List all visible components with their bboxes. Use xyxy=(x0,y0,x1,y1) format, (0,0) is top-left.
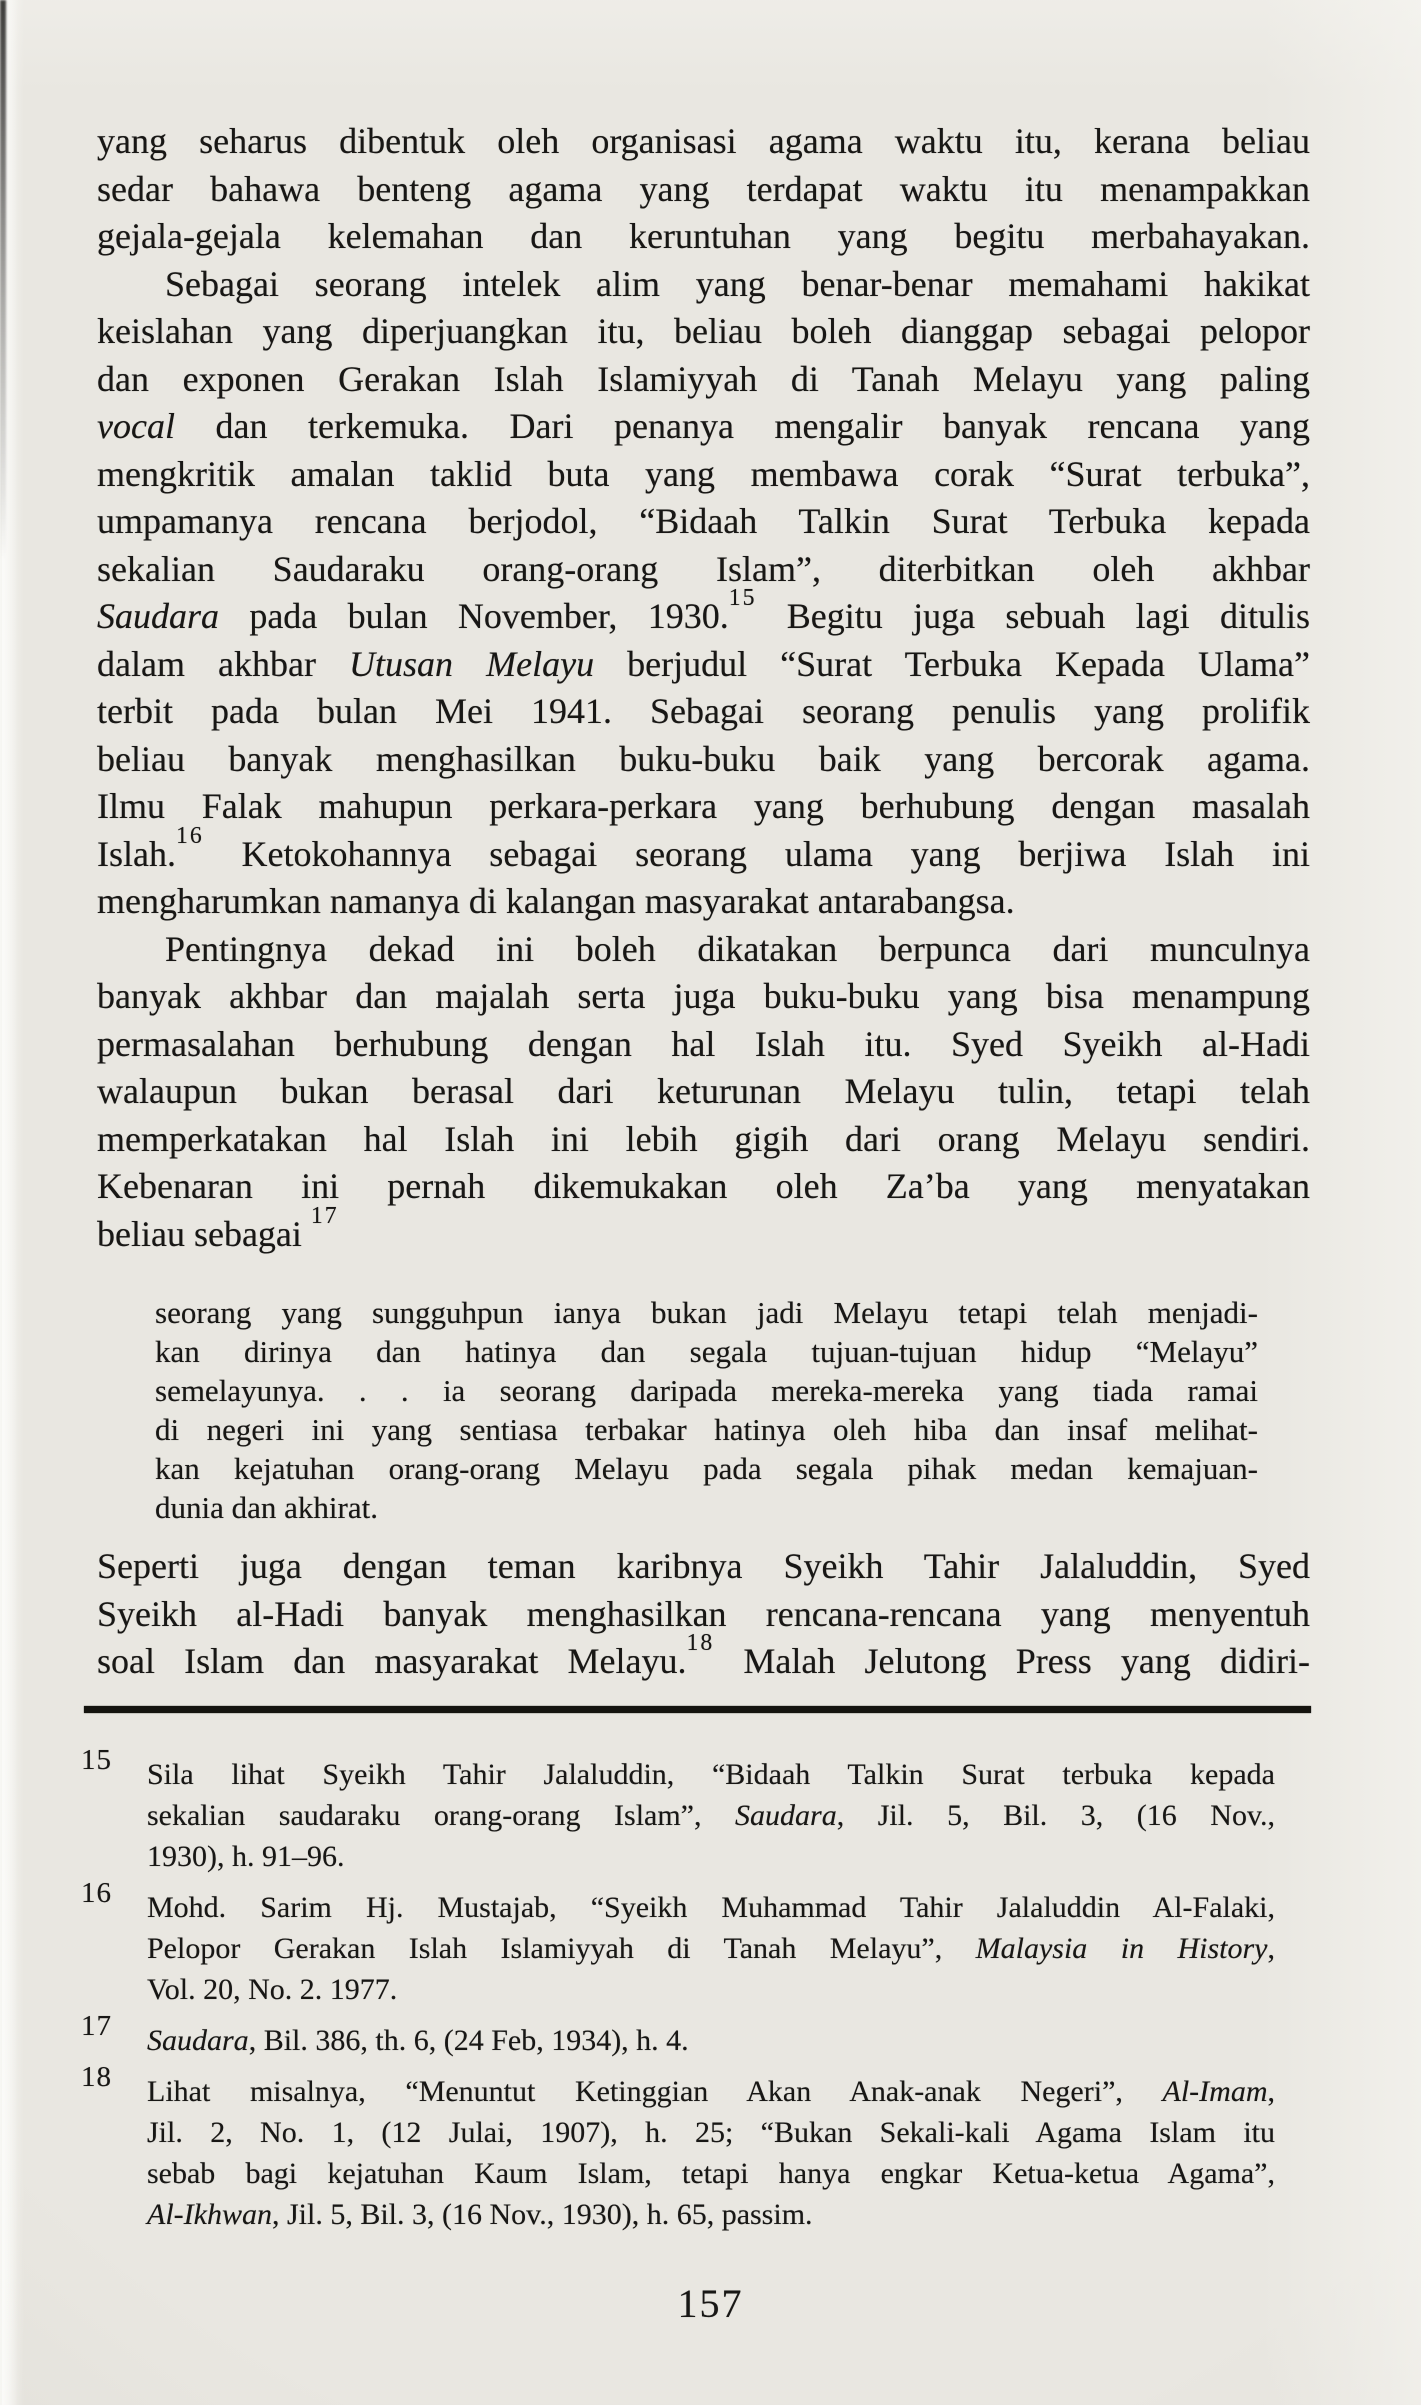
text-line xyxy=(97,213,1310,261)
text-run: dunia dan akhirat. xyxy=(155,1490,378,1525)
emphasis-text: vocal xyxy=(97,406,175,446)
text-run: beliau banyak menghasilkan buku-buku baik yang bercorak agama. xyxy=(97,738,1310,779)
text-line xyxy=(97,736,1310,784)
footnote-line xyxy=(147,1928,1275,1969)
footnote-line xyxy=(147,1969,1275,2010)
footnote-number: 17 xyxy=(81,2010,112,2042)
text-run: Seperti juga dengan teman karibnya Syeikh Tahir Jalaluddin, Syed xyxy=(97,1546,1310,1586)
emphasis-text: Al-Imam xyxy=(1162,2075,1268,2108)
text-run: memperkatakan hal Islah ini lebih gigih dari orang Melayu sendiri. xyxy=(97,1118,1310,1159)
text-run: sedar bahawa benteng agama yang terdapat waktu itu menampakkan xyxy=(97,168,1310,209)
text-line xyxy=(97,585,1310,641)
text-run: Vol. 20, No. 2. 1977. xyxy=(147,1973,398,2006)
footnote xyxy=(81,2010,1275,2061)
footnote-line xyxy=(147,1887,1275,1928)
paragraph xyxy=(97,1543,1310,1686)
footnote-separator-rule xyxy=(84,1706,1311,1713)
text-run: , Jil. 5, Bil. 3, (16 Nov., 1930), h. 65, passim. xyxy=(271,2198,813,2231)
paragraph xyxy=(97,926,1310,1259)
emphasis-text: Al-Ikhwan xyxy=(147,2198,272,2231)
footnote xyxy=(81,1877,1275,2010)
text-run: Ilmu Falak mahupun perkara-perkara yang berhubung dengan masalah xyxy=(97,786,1310,826)
text-run: Mohd. Sarim Hj. Mustajab, “Syeikh Muhammad Tahir Jalaluddin Al-Falaki, xyxy=(147,1891,1275,1924)
text-run: , xyxy=(1267,1932,1275,1965)
text-run: soal Islam dan masyarakat Melayu. xyxy=(97,1641,687,1681)
quote-line xyxy=(155,1449,1258,1488)
footnote-line xyxy=(147,2112,1275,2153)
text-line xyxy=(97,166,1310,214)
emphasis-text: Malaysia in History xyxy=(975,1932,1268,1965)
footnote xyxy=(81,1744,1275,1877)
text-run: semelayunya. . . ia seorang daripada mereka-mereka yang tiada ramai xyxy=(155,1373,1258,1408)
text-run: beliau sebagai xyxy=(97,1213,311,1254)
text-line xyxy=(97,822,1310,879)
footnote-line xyxy=(147,2020,1275,2061)
footnote-ref: 17 xyxy=(310,1202,339,1229)
text-run: kan kejatuhan orang-orang Melayu pada segala pihak medan kemajuan- xyxy=(155,1451,1258,1486)
text-line xyxy=(97,878,1310,926)
text-line xyxy=(97,926,1310,974)
text-run: umpamanya rencana berjodol, “Bidaah Talkin Surat Terbuka kepada xyxy=(97,501,1310,541)
footnote xyxy=(81,2061,1275,2235)
text-line xyxy=(97,688,1310,736)
footnotes xyxy=(81,1744,1275,2245)
text-run: seorang yang sungguhpun ianya bukan jadi Melayu tetapi telah menjadi- xyxy=(155,1295,1258,1330)
block-quote xyxy=(155,1293,1258,1527)
text-run: , Jil. 5, Bil. 3, (16 Nov., xyxy=(836,1799,1275,1832)
text-run: gejala-gejala kelemahan dan keruntuhan yang begitu merbahayakan. xyxy=(97,216,1310,256)
main-text xyxy=(97,118,1310,1686)
footnote-line xyxy=(147,2153,1275,2194)
text-line xyxy=(97,261,1310,309)
footnote-number: 15 xyxy=(81,1744,112,1776)
text-run: , Bil. 386, th. 6, (24 Feb, 1934), h. 4. xyxy=(248,2024,689,2057)
text-run: Malah Jelutong Press yang didiri- xyxy=(714,1641,1310,1681)
emphasis-text: Utusan Melayu xyxy=(349,643,595,684)
footnote-ref: 15 xyxy=(728,585,757,612)
text-run: Begitu juga sebuah lagi ditulis xyxy=(756,596,1310,636)
footnote-number: 16 xyxy=(81,1877,112,1909)
footnote-line xyxy=(147,2071,1275,2112)
text-run: Sila lihat Syeikh Tahir Jalaluddin, “Bidaah Talkin Surat terbuka kepada xyxy=(147,1758,1275,1791)
text-line xyxy=(97,1543,1310,1591)
text-line xyxy=(97,1068,1310,1116)
quote-line xyxy=(155,1293,1258,1332)
quote-line xyxy=(155,1410,1258,1449)
text-run: di negeri ini yang sentiasa terbakar hatinya oleh hiba dan insaf melihat- xyxy=(155,1412,1258,1447)
footnote-ref: 16 xyxy=(175,822,204,849)
text-run: Ketokohannya sebagai seorang ulama yang berjiwa Islah ini xyxy=(203,833,1310,874)
text-line xyxy=(97,1116,1310,1164)
text-line xyxy=(97,546,1310,594)
text-run: dalam akhbar xyxy=(97,643,350,684)
paragraph xyxy=(97,261,1310,926)
text-run: Jil. 2, No. 1, (12 Julai, 1907), h. 25; “Bukan Sekali-kali Agama Islam itu xyxy=(147,2116,1275,2149)
page-number: 157 xyxy=(677,2281,744,2326)
quote-line xyxy=(155,1332,1258,1371)
text-line xyxy=(97,1202,1310,1259)
text-run: , xyxy=(1267,2075,1275,2108)
text-run: mengharumkan namanya di kalangan masyarakat antarabangsa. xyxy=(97,881,1015,921)
emphasis-text: Saudara xyxy=(147,2024,249,2057)
text-run: Kebenaran ini pernah dikemukakan oleh Za’ba yang menyatakan xyxy=(97,1166,1310,1206)
text-line xyxy=(97,1021,1310,1069)
text-run: permasalahan berhubung dengan hal Islah itu. Syed Syeikh al-Hadi xyxy=(97,1023,1310,1064)
text-line xyxy=(97,973,1310,1021)
text-run: Sebagai seorang intelek alim yang benar-benar memahami hakikat xyxy=(165,263,1310,304)
text-line xyxy=(97,308,1310,356)
text-run: yang seharus dibentuk oleh organisasi agama waktu itu, kerana beliau xyxy=(97,121,1310,161)
text-run: dan exponen Gerakan Islah Islamiyyah di Tanah Melayu yang paling xyxy=(97,358,1310,399)
paragraph xyxy=(97,118,1310,261)
text-line xyxy=(97,118,1310,166)
text-run: Syeikh al-Hadi banyak menghasilkan rencana-rencana yang menyentuh xyxy=(97,1593,1310,1634)
text-line xyxy=(97,403,1310,451)
text-run: dan terkemuka. Dari penanya mengalir banyak rencana yang xyxy=(174,406,1310,446)
text-line xyxy=(97,1630,1310,1686)
text-run: mengkritik amalan taklid buta yang membawa corak “Surat terbuka”, xyxy=(97,453,1310,494)
text-run: 1930), h. 91–96. xyxy=(147,1840,345,1873)
text-run: sekalian Saudaraku orang-orang Islam”, diterbitkan oleh akhbar xyxy=(97,548,1310,589)
quote-line xyxy=(155,1371,1258,1410)
text-line xyxy=(97,451,1310,499)
scan-edge-dark-streak xyxy=(0,0,6,560)
text-line xyxy=(97,356,1310,404)
text-run: sebab bagi kejatuhan Kaum Islam, tetapi hanya engkar Ketua-ketua Agama”, xyxy=(147,2157,1275,2190)
text-line xyxy=(97,783,1310,831)
text-line xyxy=(97,641,1310,689)
footnote-line xyxy=(147,2194,1275,2235)
footnote-line xyxy=(147,1754,1275,1795)
emphasis-text: Saudara xyxy=(97,596,220,636)
text-run: Islah. xyxy=(97,833,176,874)
text-line xyxy=(97,498,1310,546)
text-run: Pentingnya dekad ini boleh dikatakan berpunca dari munculnya xyxy=(165,928,1310,969)
text-run: Pelopor Gerakan Islah Islamiyyah di Tanah Melayu”, xyxy=(147,1932,976,1965)
text-run: sekalian saudaraku orang-orang Islam”, xyxy=(147,1799,736,1832)
footnote-number: 18 xyxy=(81,2061,112,2093)
text-run: keislahan yang diperjuangkan itu, beliau boleh dianggap sebagai pelopor xyxy=(97,311,1310,351)
footnote-ref: 18 xyxy=(686,1630,715,1657)
footnote-line xyxy=(147,1795,1275,1836)
quote-line xyxy=(155,1488,1258,1527)
text-run: Lihat misalnya, “Menuntut Ketinggian Akan Anak-anak Negeri”, xyxy=(147,2075,1163,2108)
emphasis-text: Saudara xyxy=(735,1799,837,1832)
text-run: banyak akhbar dan majalah serta juga buku-buku yang bisa menampung xyxy=(97,976,1310,1016)
text-run: terbit pada bulan Mei 1941. Sebagai seorang penulis yang prolifik xyxy=(97,691,1310,731)
text-run: berjudul “Surat Terbuka Kepada Ulama” xyxy=(594,643,1310,684)
text-run: walaupun bukan berasal dari keturunan Melayu tulin, tetapi telah xyxy=(97,1071,1310,1111)
footnote-line xyxy=(147,1836,1275,1877)
text-run: kan dirinya dan hatinya dan segala tujuan-tujuan hidup “Melayu” xyxy=(155,1334,1258,1369)
text-line xyxy=(97,1163,1310,1211)
text-run: pada bulan November, 1930. xyxy=(219,596,729,636)
